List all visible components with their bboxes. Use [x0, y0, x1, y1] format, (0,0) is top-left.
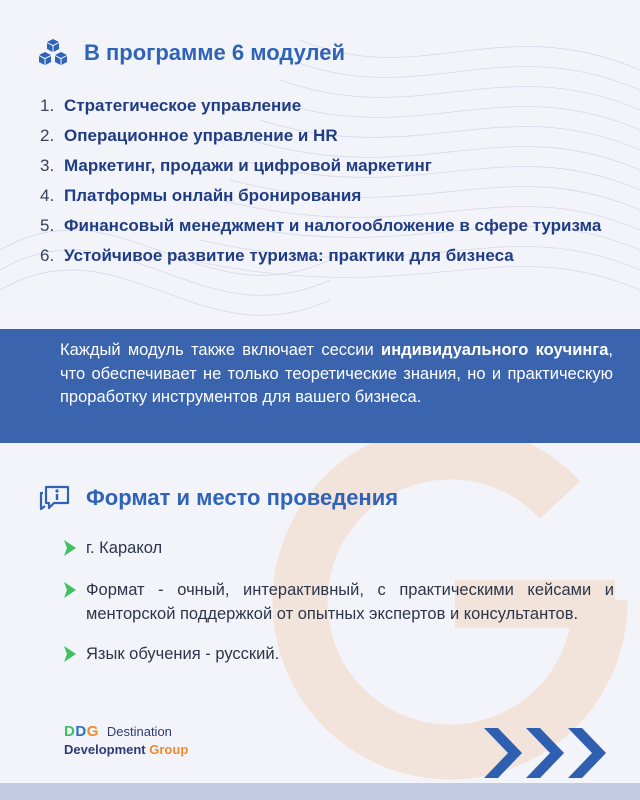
list-item — [62, 578, 614, 626]
logo-line2-group: Group — [149, 742, 189, 757]
cubes-icon — [36, 36, 70, 70]
chevron-right-icon — [62, 642, 86, 668]
modules-title: В программе 6 модулей — [84, 40, 346, 65]
info-chat-icon — [38, 481, 72, 515]
module-title: Операционное управление и HR — [64, 126, 338, 145]
format-heading — [38, 481, 398, 515]
item-number: 6. — [40, 246, 55, 265]
list-item — [40, 92, 620, 120]
list-item — [40, 182, 620, 210]
module-title: Устойчивое развитие туризма: практики для бизнеса — [64, 246, 514, 265]
modules-list — [40, 92, 620, 272]
module-title: Стратегическое управление — [64, 96, 302, 115]
logo-line2-dev: Development — [64, 742, 146, 757]
ddg-logo — [64, 723, 188, 757]
logo-line1: Destination — [106, 724, 172, 739]
list-item — [40, 122, 620, 150]
format-title: Формат и место проведения — [86, 485, 399, 510]
bottom-bar — [0, 783, 640, 800]
module-title: Платформы онлайн бронирования — [64, 186, 362, 205]
arrows-right-icon — [484, 728, 614, 778]
format-list — [62, 536, 614, 684]
coaching-text-bold: индивидуального коучинга — [381, 341, 609, 359]
module-title: Маркетинг, продажи и цифровой маркетинг — [64, 156, 432, 175]
logo-mark: DDG — [64, 723, 99, 740]
item-number: 2. — [40, 126, 55, 145]
list-item — [40, 152, 620, 180]
list-item — [40, 242, 620, 270]
chevron-right-icon — [62, 578, 86, 626]
coaching-band — [0, 329, 640, 443]
coaching-text — [60, 339, 613, 410]
list-item — [62, 536, 614, 562]
modules-heading — [36, 36, 345, 70]
format-item-text: Язык обучения - русский. — [86, 645, 280, 663]
item-number: 4. — [40, 186, 55, 205]
coaching-text-start: Каждый модуль также включает сессии — [60, 341, 382, 359]
item-number: 3. — [40, 156, 55, 175]
coaching-text-end: , что обеспечивает не только теоретические знания, но и практическую проработку инструментов для вашего бизнеса. — [60, 341, 613, 406]
chevron-right-icon — [62, 536, 86, 562]
logo-line2 — [64, 742, 188, 757]
item-number: 5. — [40, 216, 55, 235]
list-item — [62, 642, 614, 668]
module-title: Финансовый менеджмент и налогообложение в сфере туризма — [64, 216, 602, 235]
item-number: 1. — [40, 96, 55, 115]
format-item-text: Формат - очный, интерактивный, с практическими кейсами и менторской поддержкой от опытных экспертов и консультантов. — [86, 581, 614, 623]
list-item — [40, 212, 620, 240]
format-item-text: г. Каракол — [86, 539, 163, 557]
